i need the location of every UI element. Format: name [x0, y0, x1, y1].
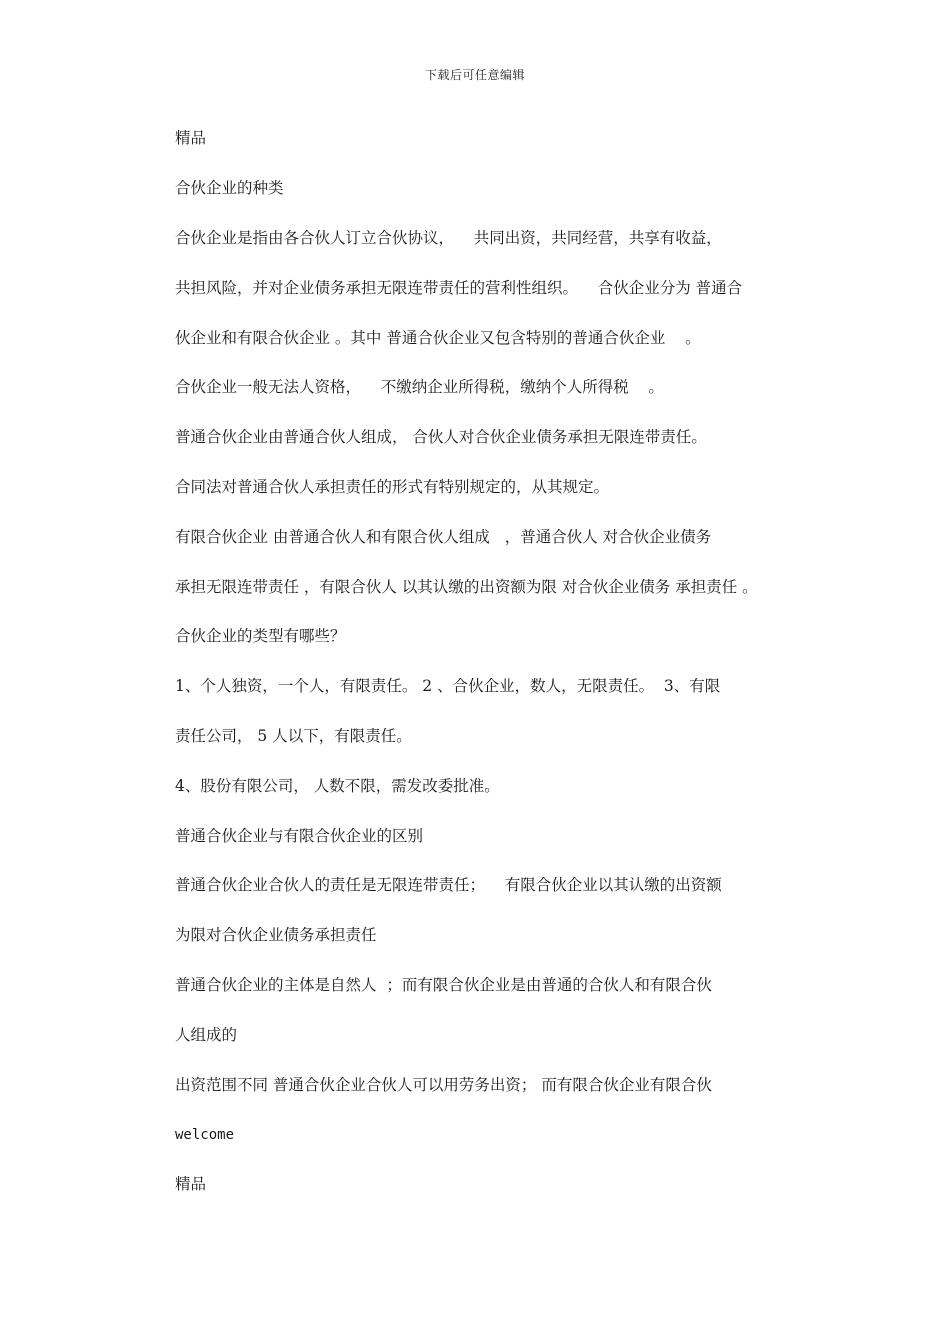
paragraph-line: 共担风险，并对企业债务承担无限连带责任的营利性组织。 合伙企业分为 普通合	[175, 279, 743, 297]
paragraph-line: 合同法对普通合伙人承担责任的形式有特别规定的，从其规定。	[175, 478, 610, 496]
paragraph-line: 合伙企业是指由各合伙人订立合伙协议， 共同出资，共同经营，共享有收益，	[175, 229, 722, 247]
paragraph-line: 人组成的	[175, 1026, 238, 1044]
section-heading: 合伙企业的种类	[175, 179, 284, 197]
paragraph-line: 伙企业和有限合伙企业 。其中 普通合伙企业又包含特别的普通合伙企业 。	[175, 329, 701, 347]
paragraph-line: 合伙企业一般无法人资格， 不缴纳企业所得税，缴纳个人所得税 。	[175, 378, 664, 396]
paragraph-line: 有限合伙企业 由普通合伙人和有限合伙人组成 ，普通合伙人 对合伙企业债务	[175, 528, 712, 546]
paragraph-line: 责任公司， 5 人以下，有限责任。	[175, 727, 412, 745]
watermark-label-top: 精品	[175, 129, 207, 147]
watermark-label-bottom: 精品	[175, 1175, 207, 1193]
paragraph-line: 普通合伙企业的主体是自然人 ；而有限合伙企业是由普通的合伙人和有限合伙	[175, 976, 712, 994]
welcome-text: welcome	[175, 1127, 235, 1143]
header-note: 下载后可任意编辑	[424, 68, 525, 82]
paragraph-line: 承担无限连带责任 ，有限合伙人 以其认缴的出资额为限 对合伙企业债务 承担责任 。	[175, 578, 758, 596]
paragraph-line: 普通合伙企业由普通合伙人组成， 合伙人对合伙企业债务承担无限连带责任。	[175, 428, 707, 446]
paragraph-line: 出资范围不同 普通合伙企业合伙人可以用劳务出资； 而有限合伙企业有限合伙	[175, 1076, 712, 1094]
paragraph-line: 为限对合伙企业债务承担责任	[175, 926, 377, 944]
section-heading: 合伙企业的类型有哪些？	[175, 627, 346, 645]
paragraph-line: 1、个人独资，一个人，有限责任。 2 、合伙企业，数人，无限责任。 3、有限	[175, 677, 721, 695]
paragraph-line: 4、股份有限公司， 人数不限，需发改委批准。	[175, 777, 500, 795]
section-heading: 普通合伙企业与有限合伙企业的区别	[175, 827, 424, 845]
paragraph-line: 普通合伙企业合伙人的责任是无限连带责任； 有限合伙企业以其认缴的出资额	[175, 876, 722, 894]
